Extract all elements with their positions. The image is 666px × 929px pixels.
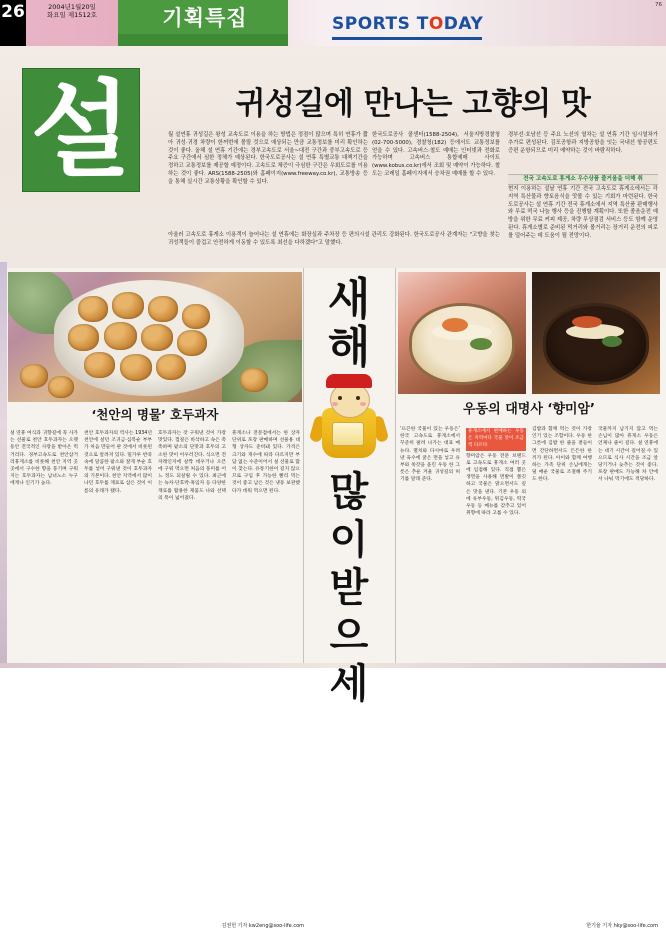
walnut-cookie bbox=[156, 354, 186, 380]
greeting-char-4: 이 bbox=[329, 517, 369, 563]
topping-greens bbox=[602, 336, 622, 347]
headline-zone bbox=[0, 46, 666, 268]
doll-hat bbox=[326, 374, 372, 388]
right-body-column-2 bbox=[466, 426, 526, 517]
topping-shape bbox=[572, 316, 602, 328]
walnut-cookie bbox=[20, 364, 48, 388]
green-subhead-band bbox=[508, 174, 658, 185]
logo-underline bbox=[332, 37, 482, 40]
right-article-caption: 우동의 대명사 ‘향미암’ bbox=[463, 402, 595, 417]
issue-date-line2: 화요일 제1512호 bbox=[46, 11, 97, 20]
right-article bbox=[398, 272, 660, 929]
center-vertical-greeting bbox=[306, 272, 392, 707]
left-article-caption: ‘천안의 명물’ 호두과자 bbox=[91, 407, 219, 422]
right-body-column-2-text: 향미암은 우동 전문 브랜드로 고속도로 휴게소 여러 곳에 입점해 있다. 직접 뽑은 생면을 사용해 면발이 쫄깃하고 국물은 맑으면서도 깊은 맛을 낸다. 기본 우동 외에 유부우동, 튀김우동, 떡국우동 등 메뉴를 갖추고 있어 취향에 따라 고를 수 있다. bbox=[466, 453, 526, 517]
left-body-column-1: 설 연휴 여식과 귀향길에 꼭 사가는 선물로 천안 호두과자는 오랫동안 전국적인 사랑을 받아온 먹거리다. 경부고속도로 천안삼거리휴게소를 비롯해 천안 지역 곳곳에서 구수한 향을 풍기며 구워지는 호두과자는 남녀노소 누구에게나 인기가 높다. bbox=[10, 431, 78, 487]
doll-eye-left bbox=[338, 396, 342, 400]
doll-cheek-right bbox=[360, 402, 366, 406]
page-edge-left bbox=[0, 262, 7, 668]
greeting-char-6: 으 bbox=[329, 613, 369, 659]
lead-column-3: 경부선·호남선 등 주요 노선의 열차는 설 연휴 기간 임시열차가 추가로 편성된다. 김포공항과 지방공항을 잇는 국내선 항공편도 증편 운항되므로 미리 예약하는 것이 바람직하다. bbox=[508, 132, 658, 154]
left-article-byline: 김권헌 기자 kw2eng@soo-life.com bbox=[221, 923, 304, 929]
walnut-cookie bbox=[112, 292, 144, 319]
walnut-cookie bbox=[148, 296, 178, 322]
logo-part-1: SPORTS T bbox=[332, 14, 429, 34]
right-article-byline: 한기율 기자 hky@soo-life.com bbox=[586, 923, 658, 929]
page-title: 귀성길에 만나는 고향의 맛 bbox=[235, 86, 591, 122]
logo-part-2: DAY bbox=[443, 14, 484, 34]
column-divider-2 bbox=[395, 268, 396, 664]
topping-greens bbox=[470, 338, 492, 350]
issue-date-line1: 2004년1월20일 bbox=[48, 3, 96, 11]
udon-bowl-light bbox=[412, 306, 512, 382]
walnut-cookie-photo bbox=[8, 272, 302, 402]
masthead bbox=[0, 0, 666, 46]
walnut-cookie bbox=[48, 376, 74, 398]
lucky-doll-icon bbox=[316, 372, 382, 468]
left-body-column-2: 천안 호두과자의 역사는 1934년 천안에 살던 조귀금·심복순 부부가 처음 만들어 판 것에서 비롯된 것으로 알려져 있다. 밀가루 반죽 속에 달콤한 팥소와 잘게 부순 호두를 넣어 구워낸 것이 호두과자의 기본이다. 천안 지역에서 많이 나던 호두를 재료로 삼은 것이 이름의 유래가 됐다. bbox=[84, 431, 152, 494]
walnut-cookie bbox=[84, 352, 115, 378]
page-number: 26 bbox=[0, 0, 26, 46]
greeting-char-3: 많 bbox=[329, 469, 369, 515]
lead-column-1: 월 설연휴 귀성길은 왕성 교속도로 이용을 하는 방법은 정점이 많으며 특히 연휴가 짧아 귀성·귀경 차량이 한꺼번에 몰릴 것으로 예상되는 만큼 교통정보를 미리 확인하는 것이 좋다. 올해 설 연휴 기간에는 경부고속도로 서울~대전 구간과 중부고속도로 등 주요 구간에서 심한 정체가 예상된다. 한국도로공사는 설 연휴 특별교통 대책기간을 정하고 교통정보를 제공할 예정이다. 고속도로 체증이 극심한 구간은 우회도로를 이용하는 것이 좋다. ARS(1588-2505)와 홈페이지(www.freeway.co.kr), 교통방송 등을 통해 실시간 교통상황을 확인할 수 있다. bbox=[168, 132, 368, 185]
greeting-char-5: 받 bbox=[329, 565, 369, 611]
green-subhead-text: 전국 고속도로 휴게소 우수상품 즐거움을 더해 취 bbox=[523, 176, 643, 182]
lead-column-5: 아울러 고속도로 휴게소 이용객이 늘어나는 설 연휴에는 화장실과 주차장 등 편의시설 관리도 강화된다. 한국도로공사 관계자는 "고향을 찾는 귀성객들이 즐겁고 안전하게 이동할 수 있도록 최선을 다하겠다"고 말했다. bbox=[168, 232, 500, 246]
walnut-cookie bbox=[78, 296, 108, 322]
lead-column-4: 현지 이용하는 설날 연휴 기간 전국 고속도로 휴게소에서는 각 지역 특산물과 향토음식을 맛볼 수 있는 기회가 마련된다. 한국도로공사는 설 연휴 기간 전국 휴게소에서 지역 특산품 판매행사와 무료 떡국 나눔 행사 등을 진행할 계획이다. 또한 졸음운전 예방을 위한 무료 커피 제공, 차량 무상점검 서비스 등도 함께 운영된다. 휴게소별로 준비된 먹거리와 볼거리는 장거리 운전의 피로를 덜어주는 데 도움이 될 전망이다. bbox=[508, 186, 658, 239]
left-article bbox=[8, 272, 304, 929]
section-title: 기획특집 bbox=[162, 6, 248, 30]
masthead-note: 76 bbox=[655, 2, 662, 8]
greeting-char-2: 해 bbox=[327, 322, 371, 373]
doll-eye-right bbox=[356, 396, 360, 400]
column-divider-1 bbox=[303, 268, 304, 664]
walnut-cookie bbox=[177, 330, 207, 356]
right-body-column-3: 김밥과 함께 먹는 것이 가장 인기 있는 조합이다. 우동 한 그릇에 김밥 한 줄을 곁들이면 간단하면서도 든든한 한 끼가 된다. 아이와 함께 여행하는 가족 단위 손님에게는 덜 매운 국물로 조절해 주기도 한다. bbox=[532, 427, 592, 483]
left-body-column-3: 호두과자는 갓 구워낸 것이 가장 맛있다. 껍질은 바삭하고 속은 촉촉하며 팥소의 단맛과 호두의 고소한 맛이 어우러진다. 식으면 전자레인지에 살짝 데우거나 오븐에 구워 먹으면 처음의 풍미를 어느 정도 되살릴 수 있다. 최근에는 녹차·단호박·흑임자 등 다양한 재료를 활용한 제품도 나와 선택의 폭이 넓어졌다. bbox=[158, 431, 226, 501]
section-banner-bg-lower bbox=[118, 34, 288, 46]
seol-logo-char: 설 bbox=[30, 68, 132, 191]
left-body-column-4: 휴게소나 전문점에서는 한 상자 단위로 포장 판매하며 선물용 대형 상자도 준비돼 있다. 가격은 크기와 개수에 따라 다르지만 부담 없는 수준이어서 설 선물로 많이 찾는다. 유통기한이 길지 않으므로 구입 후 가능한 빨리 먹는 것이 좋고 남은 것은 냉동 보관했다가 데워 먹으면 된다. bbox=[232, 431, 300, 494]
lead-column-2: 한국도로공사 콜센터(1588-2504), 서울지방경찰청(02-700-5000), 경찰청(182) 등에서도 교통정보를 얻을 수 있다. 고속버스·철도 예매는 인터넷과 전화로 가능하며 고속버스 통합예매 사이트(www.kobus.co.kr)에서 조회 및 예약이 가능하다. 철도는 코레일 홈페이지에서 승차권 예매를 할 수 있다. bbox=[372, 132, 500, 178]
walnut-cookie bbox=[240, 368, 268, 392]
logo-part-o: O bbox=[428, 14, 444, 34]
doll-coin-icon bbox=[332, 422, 364, 446]
right-body-column-1: ‘뜨끈한 국물이 있는 우동은’ 한국 고속도로 휴게소에서 꾸준히 팔려 나가는 대표 메뉴다. 멸치와 다시마로 우려낸 육수에 굵은 면을 넣고 유부와 쑥갓을 올린 우동 한 그릇은 추운 겨울 귀성길의 허기를 달래 준다. bbox=[400, 427, 460, 483]
udon-photo-left bbox=[398, 272, 526, 394]
highlight-callout: 휴게소에서 판매하는 우동은 지역마다 국물 맛이 조금씩 다르다 bbox=[466, 428, 526, 451]
greeting-char-7: 세 bbox=[329, 661, 369, 707]
walnut-cookie bbox=[120, 354, 152, 381]
walnut-cookie bbox=[104, 322, 137, 350]
right-body-column-4: 국물까지 남기지 않고 먹는 손님이 많아 휴게소 우동은 언제나 줄이 길다. 설 연휴에는 대기 시간이 길어질 수 있으므로 식사 시간을 조금 앞당기거나 늦추는 것이 좋다. 포장 판매도 가능해 차 안에서 나눠 먹기에도 적당하다. bbox=[598, 427, 658, 483]
topping-shape bbox=[442, 318, 468, 332]
walnut-cookie bbox=[141, 324, 173, 351]
greeting-char-1: 새 bbox=[327, 274, 371, 325]
walnut-cookie bbox=[68, 324, 99, 351]
doll-cheek-left bbox=[332, 402, 338, 406]
walnut-cookie bbox=[182, 304, 210, 329]
newspaper-logo bbox=[332, 14, 483, 34]
udon-photo-right bbox=[532, 272, 660, 394]
issue-date bbox=[28, 3, 116, 19]
